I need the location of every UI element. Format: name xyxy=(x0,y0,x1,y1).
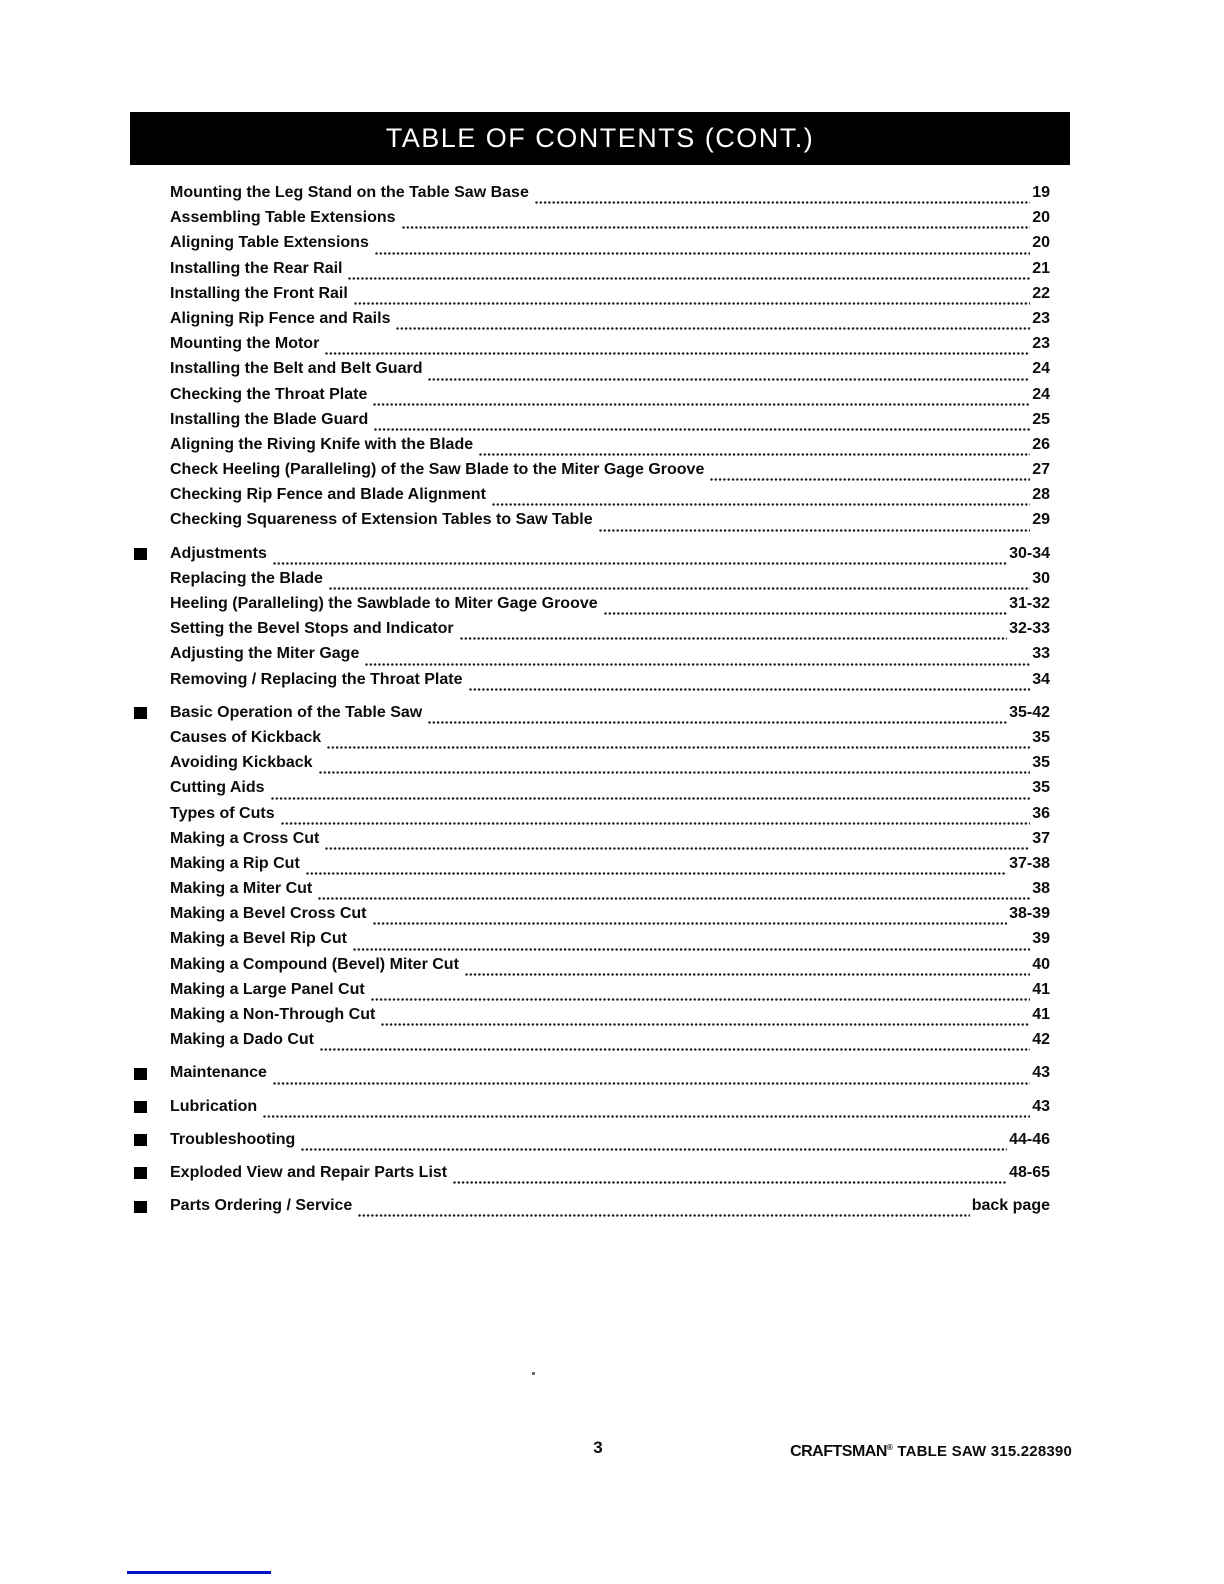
toc-entry-label: Cutting Aids xyxy=(170,779,265,797)
toc-entry-page: 22 xyxy=(1032,284,1050,302)
toc-entry-page: 37 xyxy=(1032,829,1050,847)
toc-row xyxy=(170,729,1050,754)
page-number: 3 xyxy=(593,1438,603,1457)
toc-entry-label: Check Heeling (Paralleling) of the Saw Blade to the Miter Gage Groove xyxy=(170,461,705,479)
toc-row xyxy=(170,1064,1050,1089)
toc-entry-label: Making a Miter Cut xyxy=(170,880,313,898)
toc-entry-label: Assembling Table Extensions xyxy=(170,209,396,227)
dot-leader xyxy=(396,326,1030,331)
toc-entry-page: 30-34 xyxy=(1009,544,1050,562)
toc-row xyxy=(170,545,1050,570)
toc-entry-label: Removing / Replacing the Throat Plate xyxy=(170,670,463,688)
toc-row xyxy=(170,956,1050,981)
section-bullet-icon xyxy=(134,1167,147,1179)
page-title: TABLE OF CONTENTS (CONT.) xyxy=(385,123,815,153)
dot-leader xyxy=(535,200,1030,205)
dot-leader xyxy=(469,687,1031,692)
section-bullet-icon xyxy=(134,1068,147,1080)
dot-leader xyxy=(353,947,1030,952)
dot-leader xyxy=(402,225,1031,230)
toc-entry-label: Aligning Table Extensions xyxy=(170,234,369,252)
toc-row xyxy=(170,411,1050,436)
dot-leader xyxy=(320,1047,1030,1052)
toc-row xyxy=(170,335,1050,360)
toc-row xyxy=(170,880,1050,905)
toc-row xyxy=(170,1197,1050,1222)
toc-entry-label: Making a Bevel Rip Cut xyxy=(170,930,347,948)
dot-leader xyxy=(373,402,1030,407)
dot-leader xyxy=(358,1213,969,1218)
dot-leader xyxy=(479,452,1030,457)
toc-row xyxy=(170,754,1050,779)
toc-row xyxy=(170,671,1050,696)
toc-entry-label: Checking Squareness of Extension Tables to Saw Table xyxy=(170,511,593,529)
dot-leader xyxy=(374,427,1030,432)
dot-leader xyxy=(710,477,1030,482)
registered-mark: ® xyxy=(886,1443,893,1452)
toc-entry-label: Parts Ordering / Service xyxy=(170,1197,353,1215)
toc-entry-label: Making a Bevel Cross Cut xyxy=(170,905,367,923)
dot-leader xyxy=(365,662,1030,667)
toc-row xyxy=(170,855,1050,880)
dot-leader xyxy=(329,586,1030,591)
dot-leader xyxy=(348,276,1030,281)
toc-row xyxy=(170,209,1050,234)
dot-leader xyxy=(375,251,1030,256)
toc-entry-page: 43 xyxy=(1032,1097,1050,1115)
toc-entry-page: 38 xyxy=(1032,880,1050,898)
dot-leader xyxy=(325,846,1030,851)
bottom-blue-line xyxy=(127,1571,271,1574)
dot-leader xyxy=(371,997,1030,1002)
dot-leader xyxy=(273,561,1007,566)
dot-leader xyxy=(453,1180,1007,1185)
toc-entry-label: Avoiding Kickback xyxy=(170,754,313,772)
toc-row xyxy=(170,930,1050,955)
toc-entry-label: Adjusting the Miter Gage xyxy=(170,645,360,663)
toc-entry-page: 20 xyxy=(1032,209,1050,227)
toc-entry-page: 23 xyxy=(1032,335,1050,353)
dot-leader xyxy=(325,351,1030,356)
toc-entry-page: 23 xyxy=(1032,309,1050,327)
toc-entry-page: 28 xyxy=(1032,486,1050,504)
toc-entry-label: Maintenance xyxy=(170,1064,267,1082)
toc-entry-label: Making a Cross Cut xyxy=(170,829,320,847)
toc-entry-page: 35 xyxy=(1032,728,1050,746)
toc-row xyxy=(170,805,1050,830)
toc-row xyxy=(170,511,1050,536)
dot-leader xyxy=(263,1114,1030,1119)
toc-entry-page: 38-39 xyxy=(1009,905,1050,923)
section-bullet-icon xyxy=(134,707,147,719)
toc-entry-page: 40 xyxy=(1032,955,1050,973)
toc-row xyxy=(170,779,1050,804)
toc-entry-label: Setting the Bevel Stops and Indicator xyxy=(170,620,454,638)
toc-entry-page: 24 xyxy=(1032,360,1050,378)
dot-leader xyxy=(354,301,1030,306)
toc-row xyxy=(170,486,1050,511)
toc-list xyxy=(170,184,1050,1222)
toc-row xyxy=(170,436,1050,461)
dot-leader xyxy=(319,770,1031,775)
toc-entry-label: Lubrication xyxy=(170,1097,258,1115)
toc-entry-label: Making a Compound (Bevel) Miter Cut xyxy=(170,955,459,973)
toc-entry-label: Making a Dado Cut xyxy=(170,1031,315,1049)
toc-entry-label: Causes of Kickback xyxy=(170,728,322,746)
toc-entry-page: 19 xyxy=(1032,184,1050,201)
toc-entry-label: Exploded View and Repair Parts List xyxy=(170,1163,448,1181)
toc-entry-label: Making a Rip Cut xyxy=(170,854,300,872)
toc-entry-label: Making a Large Panel Cut xyxy=(170,980,365,998)
toc-entry-page: 25 xyxy=(1032,410,1050,428)
dot-leader xyxy=(327,745,1030,750)
toc-row xyxy=(170,645,1050,670)
section-bullet-icon xyxy=(134,1101,147,1113)
toc-entry-label: Aligning Rip Fence and Rails xyxy=(170,309,391,327)
toc-entry-page: 34 xyxy=(1032,670,1050,688)
toc-row xyxy=(170,981,1050,1006)
toc-entry-label: Installing the Front Rail xyxy=(170,284,348,302)
toc-row xyxy=(170,595,1050,620)
toc-row xyxy=(170,260,1050,285)
toc-row xyxy=(170,285,1050,310)
toc-row xyxy=(170,1098,1050,1123)
section-bullet-icon xyxy=(134,548,147,560)
toc-entry-page: 35 xyxy=(1032,779,1050,797)
toc-entry-label: Installing the Rear Rail xyxy=(170,259,343,277)
toc-entry-label: Mounting the Leg Stand on the Table Saw Base xyxy=(170,184,529,201)
toc-entry-page: 21 xyxy=(1032,259,1050,277)
toc-row xyxy=(170,461,1050,486)
toc-entry-label: Making a Non-Through Cut xyxy=(170,1006,376,1023)
toc-entry-page: 41 xyxy=(1032,1006,1050,1023)
toc-entry-label: Installing the Belt and Belt Guard xyxy=(170,360,423,378)
toc-entry-page: 44-46 xyxy=(1009,1130,1050,1148)
footer-model-text: TABLE SAW 315.228390 xyxy=(893,1443,1072,1460)
toc-entry-page: 29 xyxy=(1032,511,1050,529)
toc-row xyxy=(170,1131,1050,1156)
dot-leader xyxy=(460,636,1007,641)
toc-entry-page: 31-32 xyxy=(1009,595,1050,612)
dot-leader xyxy=(306,871,1007,876)
toc-entry-page: 48-65 xyxy=(1009,1163,1050,1181)
toc-entry-page: 20 xyxy=(1032,234,1050,252)
toc-row xyxy=(170,704,1050,729)
dot-leader xyxy=(492,502,1030,507)
dot-leader xyxy=(273,1081,1030,1086)
section-bullet-icon xyxy=(134,1201,147,1213)
toc-entry-page: 35 xyxy=(1032,754,1050,772)
toc-entry-page: 43 xyxy=(1032,1064,1050,1082)
toc-entry-page: 30 xyxy=(1032,569,1050,587)
craftsman-logo: CRAFTSMAN xyxy=(790,1443,887,1460)
toc-entry-page: 41 xyxy=(1032,980,1050,998)
toc-row xyxy=(170,1006,1050,1031)
toc-entry-label: Aligning the Riving Knife with the Blade xyxy=(170,435,474,453)
toc-row xyxy=(170,1164,1050,1189)
dot-leader xyxy=(318,896,1030,901)
dot-leader xyxy=(301,1147,1007,1152)
toc-entry-label: Heeling (Paralleling) the Sawblade to Miter Gage Groove xyxy=(170,595,598,612)
toc-entry-label: Checking the Throat Plate xyxy=(170,385,368,403)
toc-row xyxy=(170,310,1050,335)
toc-entry-label: Types of Cuts xyxy=(170,804,275,822)
toc-entry-label: Troubleshooting xyxy=(170,1130,296,1148)
dot-leader xyxy=(373,921,1008,926)
toc-entry-page: 32-33 xyxy=(1009,620,1050,638)
toc-row xyxy=(170,184,1050,209)
dot-leader xyxy=(271,796,1031,801)
section-bullet-icon xyxy=(134,1134,147,1146)
toc-entry-label: Replacing the Blade xyxy=(170,569,323,587)
toc-row xyxy=(170,830,1050,855)
toc-entry-page: back page xyxy=(971,1197,1050,1215)
toc-header-bar xyxy=(130,112,1070,165)
toc-entry-page: 26 xyxy=(1032,435,1050,453)
toc-entry-page: 36 xyxy=(1032,804,1050,822)
toc-entry-label: Mounting the Motor xyxy=(170,335,320,353)
toc-row xyxy=(170,386,1050,411)
scan-speck xyxy=(532,1372,535,1375)
toc-entry-page: 39 xyxy=(1032,930,1050,948)
dot-leader xyxy=(465,972,1030,977)
dot-leader xyxy=(604,611,1007,616)
toc-entry-page: 35-42 xyxy=(1009,703,1050,721)
toc-entry-page: 37-38 xyxy=(1009,854,1050,872)
toc-row xyxy=(170,570,1050,595)
dot-leader xyxy=(428,377,1030,382)
toc-row xyxy=(170,360,1050,385)
dot-leader xyxy=(428,720,1007,725)
toc-entry-label: Installing the Blade Guard xyxy=(170,410,369,428)
toc-entry-label: Basic Operation of the Table Saw xyxy=(170,703,423,721)
footer-brand-line xyxy=(790,1443,1072,1461)
toc-entry-page: 33 xyxy=(1032,645,1050,663)
toc-entry-page: 27 xyxy=(1032,461,1050,479)
toc-row xyxy=(170,1031,1050,1056)
toc-entry-label: Checking Rip Fence and Blade Alignment xyxy=(170,486,486,504)
toc-entry-page: 24 xyxy=(1032,385,1050,403)
toc-row xyxy=(170,620,1050,645)
toc-entry-label: Adjustments xyxy=(170,544,267,562)
toc-row xyxy=(170,234,1050,259)
toc-row xyxy=(170,905,1050,930)
dot-leader xyxy=(281,821,1031,826)
dot-leader xyxy=(381,1022,1030,1027)
toc-entry-page: 42 xyxy=(1032,1031,1050,1049)
dot-leader xyxy=(599,528,1031,533)
